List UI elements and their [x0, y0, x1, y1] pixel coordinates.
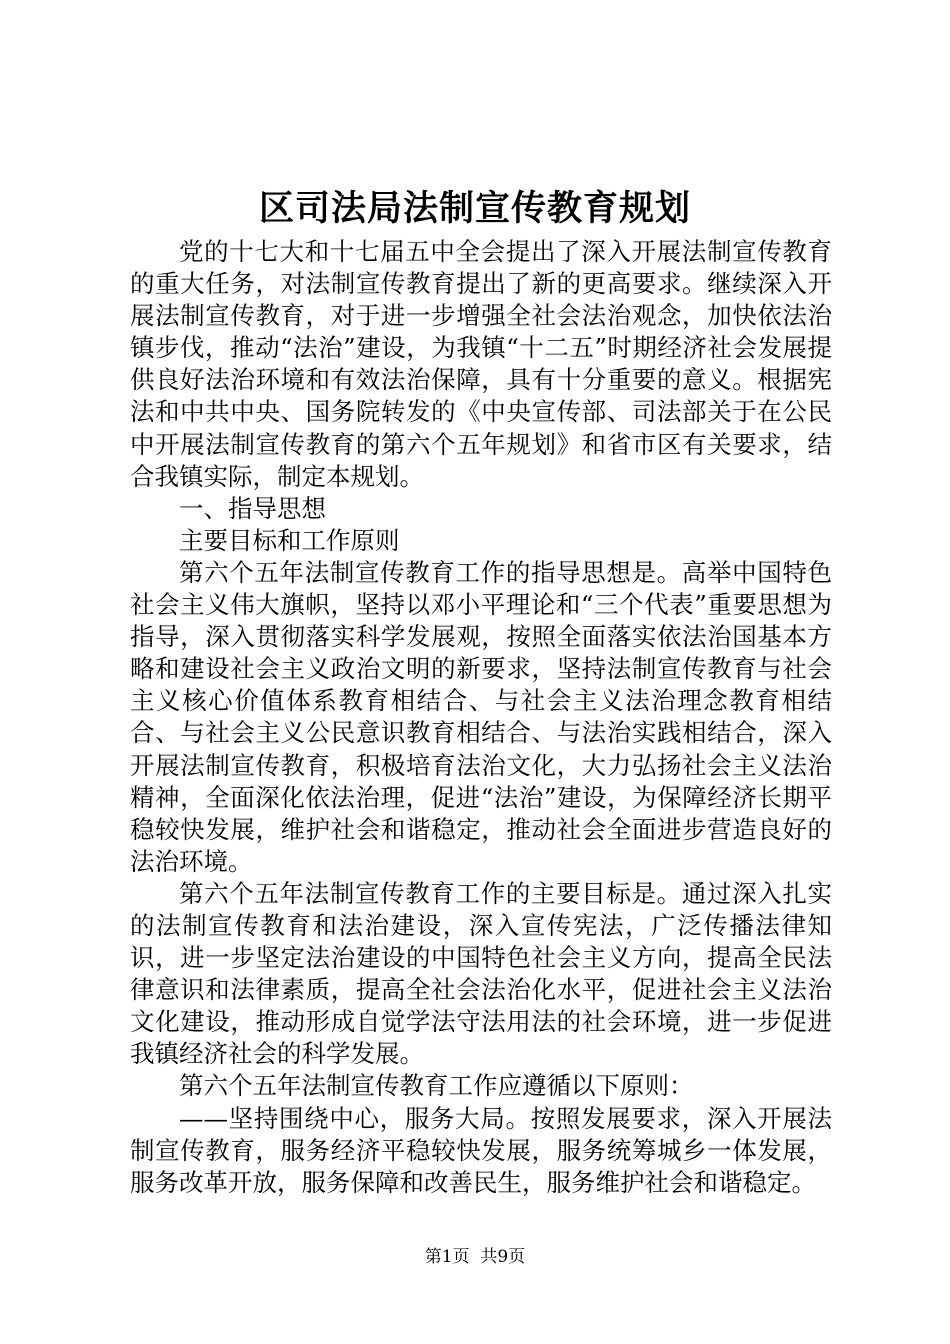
page-number: 第1页	[424, 1247, 470, 1267]
main-goals-paragraph: 第六个五年法制宣传教育工作的主要目标是。通过深入扎实的法制宣传教育和法治建设，深入宣传宪法，广泛传播法律知识，进一步坚定法治建设的中国特色社会主义方向，提高全民法律意识和法律素质，提高全社会法治化水平，促进社会主义法治文化建设，推动形成自觉学法守法用法的社会环境，进一步促进我镇经济社会的科学发展。	[130, 878, 832, 1069]
total-pages: 共9页	[480, 1247, 526, 1267]
guiding-ideology-paragraph: 第六个五年法制宣传教育工作的指导思想是。高举中国特色社会主义伟大旗帜，坚持以邓小平理论和“三个代表”重要思想为指导，深入贯彻落实科学发展观，按照全面落实依法治国基本方略和建设社会主义政治文明的新要求，坚持法制宣传教育与社会主义核心价值体系教育相结合、与社会主义法治理念教育相结合、与社会主义公民意识教育相结合、与法治实践相结合，深入开展法制宣传教育，积极培育法治文化，大力弘扬社会主义法治精神，全面深化依法治理，促进“法治”建设，为保障经济长期平稳较快发展，维护社会和谐稳定，推动社会全面进步营造良好的法治环境。	[130, 557, 832, 876]
principle-item-paragraph: ——坚持围绕中心，服务大局。按照发展要求，深入开展法制宣传教育，服务经济平稳较快发展，服务统筹城乡一体发展，服务改革开放，服务保障和改善民生，服务维护社会和谐稳定。	[130, 1103, 832, 1197]
section-heading-guiding-ideology: 一、指导思想	[179, 493, 326, 523]
document-title: 区司法局法制宣传教育规划	[258, 188, 691, 229]
principles-intro-paragraph: 第六个五年法制宣传教育工作应遵循以下原则：	[179, 1071, 694, 1101]
intro-paragraph: 党的十七大和十七届五中全会提出了深入开展法制宣传教育的重大任务，对法制宣传教育提出了新的更高要求。继续深入开展法制宣传教育，对于进一步增强全社会法治观念，加快依法治镇步伐，推动“法治”建设，为我镇“十二五”时期经济社会发展提供良好法治环境和有效法治保障，具有十分重要的意义。根据宪法和中共中央、国务院转发的《中央宣传部、司法部关于在公民中开展法制宣传教育的第六个五年规划》和省市区有关要求，结合我镇实际，制定本规划。	[130, 237, 832, 491]
page-footer	[0, 1246, 950, 1268]
document-body	[130, 236, 832, 1199]
section-subheading-goals-principles: 主要目标和工作原则	[179, 525, 400, 555]
footer-separator	[470, 1247, 481, 1267]
